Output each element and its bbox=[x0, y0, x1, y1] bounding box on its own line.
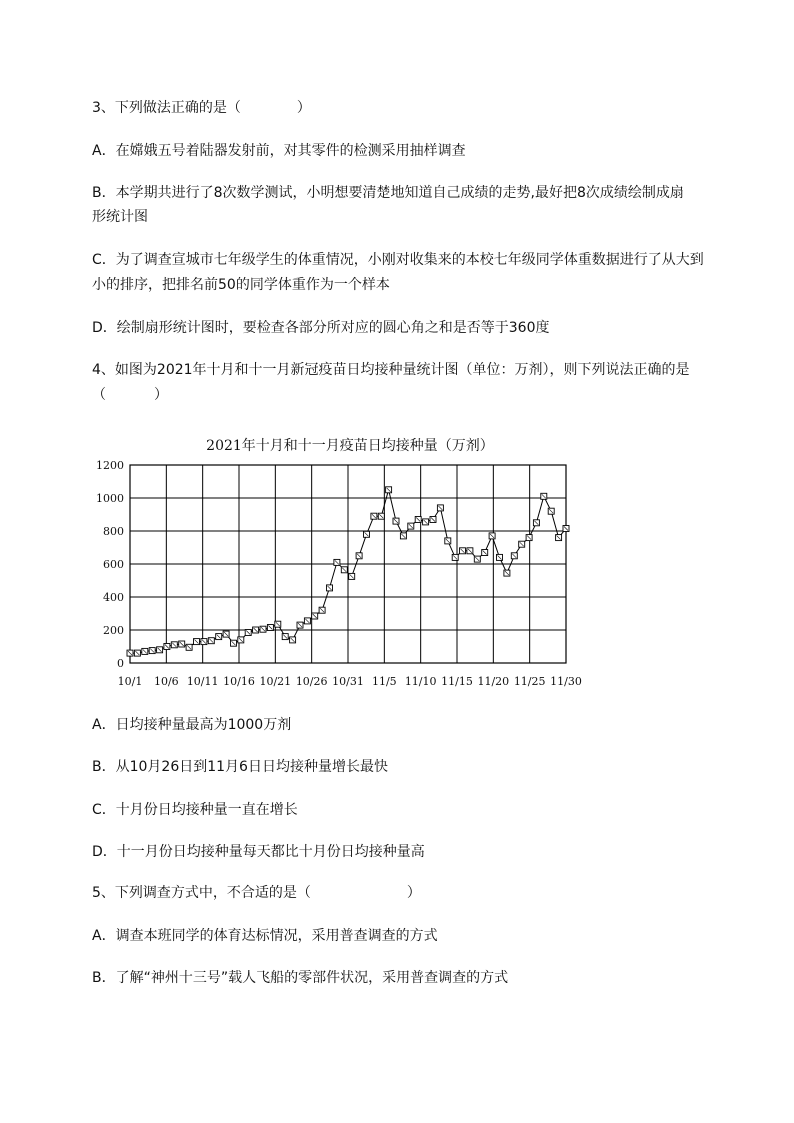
q4-option-c: C．十月份日均接种量一直在增长 bbox=[92, 802, 298, 818]
x-tick-label: 10/1 bbox=[117, 675, 143, 688]
q4-stem: 4、如图为2021年十月和十一月新冠疫苗日均接种量统计图（单位：万剂），则下列说法正确的是 bbox=[92, 362, 690, 378]
q3-stem-text: 3、下列做法正确的是（ bbox=[92, 100, 241, 116]
x-tick-label: 10/21 bbox=[259, 675, 292, 688]
q5-option-b: B．了解“神州十三号”载人飞船的零部件状况，采用普查调查的方式 bbox=[92, 970, 509, 986]
x-tick-label: 11/10 bbox=[404, 675, 437, 688]
q4-option-b: B．从10月26日到11月6日日均接种量增长最快 bbox=[92, 759, 388, 775]
x-tick-label: 11/15 bbox=[441, 675, 473, 688]
q3-stem-close: ） bbox=[296, 100, 311, 116]
x-tick-label: 11/25 bbox=[513, 675, 546, 688]
vaccination-chart bbox=[90, 430, 610, 695]
q3-option-b-cont: 形统计图 bbox=[92, 209, 148, 225]
y-tick-label: 200 bbox=[103, 624, 124, 637]
x-tick-label: 10/26 bbox=[295, 675, 328, 688]
x-tick-label: 10/16 bbox=[223, 675, 255, 688]
q3-option-c: C．为了调查宣城市七年级学生的体重情况，小刚对收集来的本校七年级同学体重数据进行了从大到 bbox=[92, 252, 704, 268]
x-tick-label: 10/6 bbox=[153, 675, 179, 688]
q3-option-c-cont: 小的排序，把排名前50的同学体重作为一个样本 bbox=[92, 277, 390, 293]
y-tick-label: 0 bbox=[117, 657, 124, 670]
q3-option-d: D．绘制扇形统计图时，要检查各部分所对应的圆心角之和是否等于360度 bbox=[92, 320, 550, 336]
y-tick-label: 1200 bbox=[96, 459, 124, 472]
q4-paren-open: （ bbox=[92, 387, 106, 403]
q4-paren-close: ） bbox=[154, 387, 168, 403]
q5-option-a: A．调查本班同学的体育达标情况，采用普查调查的方式 bbox=[92, 928, 438, 944]
q4-stem-line2 bbox=[92, 385, 168, 405]
chart-svg bbox=[90, 430, 610, 695]
q4-option-d: D．十一月份日均接种量每天都比十月份日均接种量高 bbox=[92, 844, 425, 860]
y-tick-label: 400 bbox=[103, 591, 124, 604]
y-tick-label: 600 bbox=[103, 558, 124, 571]
y-tick-label: 1000 bbox=[96, 492, 124, 505]
q3-stem bbox=[92, 98, 311, 118]
q3-option-b: B．本学期共进行了8次数学测试，小明想要清楚地知道自己成绩的走势,最好把8次成绩绘制成扇 bbox=[92, 185, 684, 201]
x-tick-label: 11/5 bbox=[371, 675, 397, 688]
x-tick-label: 10/11 bbox=[186, 675, 219, 688]
q5-stem bbox=[92, 883, 421, 903]
chart-title: 2021年十月和十一月疫苗日均接种量（万剂） bbox=[206, 438, 494, 454]
y-tick-label: 800 bbox=[103, 525, 124, 538]
q5-stem-text: 5、下列调查方式中，不合适的是（ bbox=[92, 885, 311, 901]
q5-stem-close: ） bbox=[406, 885, 421, 901]
x-tick-label: 11/30 bbox=[550, 675, 582, 688]
x-tick-label: 10/31 bbox=[332, 675, 364, 688]
q4-option-a: A．日均接种量最高为1000万剂 bbox=[92, 717, 292, 733]
q3-option-a: A．在嫦娥五号着陆器发射前，对其零件的检测采用抽样调查 bbox=[92, 143, 466, 159]
x-tick-label: 11/20 bbox=[477, 675, 510, 688]
